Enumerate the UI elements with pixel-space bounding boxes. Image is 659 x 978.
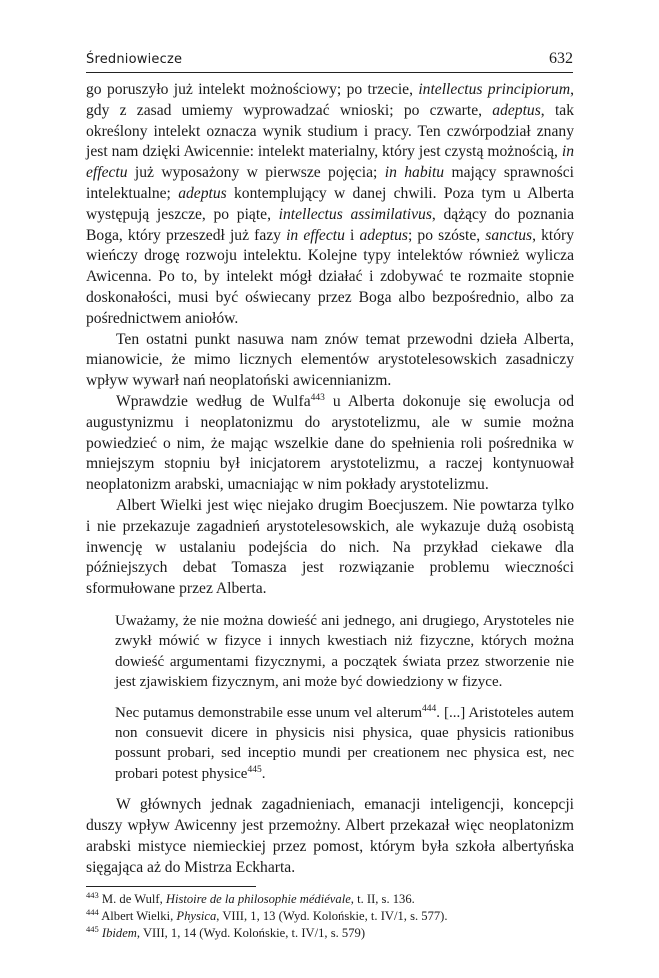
text-run: mający sprawności intelektualne; bbox=[86, 164, 574, 202]
block-quote bbox=[115, 703, 574, 785]
text-run: już wyposażony w pierwsze pojęcia; bbox=[127, 164, 385, 182]
block-quote bbox=[115, 611, 574, 693]
footnote-ref: 444 bbox=[422, 703, 437, 714]
text-run: . [...] Aristoteles autem non consuevit dicere in physicis nisi physica, quae physicis rationibus possunt probari, sed inceptio mundi per creationem nec physica est, nec probari potest physice bbox=[115, 704, 574, 782]
body-text bbox=[86, 80, 574, 878]
paragraph bbox=[86, 795, 574, 878]
running-header bbox=[86, 50, 573, 68]
text-run: Ten ostatni punkt nasuwa nam znów temat przewodni dzieła Alberta, mianowicie, że mimo licznych elementów arystotelesowskich zasadniczy wpływ wywarł nań neoplatoński awicennianizm. bbox=[86, 330, 574, 390]
text-run: , t. II, s. 136. bbox=[350, 892, 415, 906]
text-run: , VIII, 1, 14 (Wyd. Kolońskie, t. IV/1, s. 579) bbox=[136, 926, 366, 940]
footnote-separator bbox=[86, 886, 256, 887]
italic-term: Histoire de la philosophie médiévale bbox=[165, 892, 351, 906]
text-run: , dążący do poznania Boga, który przeszedł już fazy bbox=[86, 205, 574, 244]
italic-term: intellectus principiorum bbox=[418, 81, 571, 98]
page-number: 632 bbox=[549, 50, 573, 67]
paragraph bbox=[86, 496, 574, 600]
italic-term: in habitu bbox=[384, 164, 445, 182]
italic-term: intellectus assimilativus bbox=[278, 205, 432, 223]
italic-term: in effectu bbox=[286, 226, 345, 244]
paragraph bbox=[86, 392, 574, 496]
italic-term: adeptus bbox=[359, 226, 408, 244]
text-run: Nec putamus demonstrabile esse unum vel alterum bbox=[115, 704, 423, 721]
text-run: Albert Wielki, bbox=[98, 909, 177, 923]
running-head-title: Średniowiecze bbox=[86, 52, 183, 67]
header-rule bbox=[86, 72, 573, 73]
text-run: W głównych jednak zagadnieniach, emanacji inteligencji, koncepcji duszy wpływ Awicenny jest przemożny. Albert przekazał więc neoplatonizm arabski mistyce niemieckiej przez pomost, którym była szkoła albertyńska sięgająca aż do Mistrza Eckharta. bbox=[86, 796, 574, 876]
text-run: kontemplujący w danej chwili. Poza tym u Alberta występują jeszcze, po piąte, bbox=[86, 184, 575, 223]
text-run: u Alberta dokonuje się ewolucja od augustynizmu i neoplatonizmu do arystotelizmu, ale w sumie można powiedzieć o nim, że mając wszelkie dane do spełnienia roli pośrednika w mniejszym stopniu był inicjatorem arystotelizmu, a raczej kontynuował neoplatonizm arabski, umacniając w nim pokłady arystotelizmu. bbox=[86, 392, 574, 494]
footnote-ref: 443 bbox=[310, 392, 325, 403]
text-run: , tak określony intelekt oznacza wynik studium i pracy. Ten czwórpodział znany jest nam dzięki Awicennie: intelekt materialny, który jest czystą możnością, bbox=[86, 101, 574, 161]
text-run: , który wieńczy drogę rozwoju intelektu. Kolejne typy intelektów również wylicza Awicenna. Po to, by intelekt mógł działać i zdobywać te rozmaite stopnie doskonałości, musi być oświecany przez Boga albo bezpośrednio, albo za pośrednictwem aniołów. bbox=[86, 226, 574, 327]
footnote bbox=[86, 891, 574, 908]
italic-term: sanctus bbox=[485, 226, 533, 244]
paragraph bbox=[86, 80, 574, 330]
footnote-ref: 443 bbox=[86, 889, 99, 900]
text-run: , gdy z zasad umiemy wyprowadzać wnioski; po czwarte, bbox=[86, 81, 574, 119]
text-run: Albert Wielki jest więc niejako drugim Boecjuszem. Nie powtarza tylko i nie przekazuje zagadnień arystotelesowskich, ale wykazuje dużą osobistą inwencję w ustalaniu podejścia do nich. Na przykład ciekawe dla późniejszych debat Tomasza jest rozwiązanie problemu wieczności sformułowane przez Alberta. bbox=[86, 496, 574, 598]
italic-term: in effectu bbox=[86, 143, 574, 182]
paragraph bbox=[86, 330, 574, 392]
footnotes bbox=[86, 891, 574, 942]
italic-term: adeptus bbox=[492, 101, 541, 119]
italic-term: Ibidem bbox=[101, 926, 137, 940]
footnote-ref: 445 bbox=[247, 764, 262, 775]
text-run: , VIII, 1, 13 (Wyd. Kolońskie, t. IV/1, s. 577). bbox=[216, 909, 448, 923]
text-run: go poruszyło już intelekt możnościowy; po trzecie, bbox=[86, 81, 419, 98]
italic-term: Physica bbox=[176, 909, 217, 923]
text-run: ; po szóste, bbox=[407, 226, 486, 244]
text-run: i bbox=[344, 226, 360, 244]
italic-term: adeptus bbox=[178, 184, 227, 202]
footnote bbox=[86, 925, 574, 942]
footnote-ref: 444 bbox=[86, 906, 99, 917]
footnote bbox=[86, 908, 574, 925]
text-run: Uważamy, że nie można dowieść ani jednego, ani drugiego, Arystoteles nie zwykł mówić w fizyce i innych kwestiach niż fizyczne, których można dowieść argumentami fizycznymi, a początek świata przez stworzenie nie jest zjawiskiem fizycznym, ani może być dowiedziony w fizyce. bbox=[115, 612, 574, 691]
text-run: M. de Wulf, bbox=[98, 892, 166, 906]
text-run: Wprawdzie według de Wulfa bbox=[116, 392, 311, 410]
text-run: . bbox=[261, 765, 266, 782]
footnote-ref: 445 bbox=[86, 923, 99, 934]
